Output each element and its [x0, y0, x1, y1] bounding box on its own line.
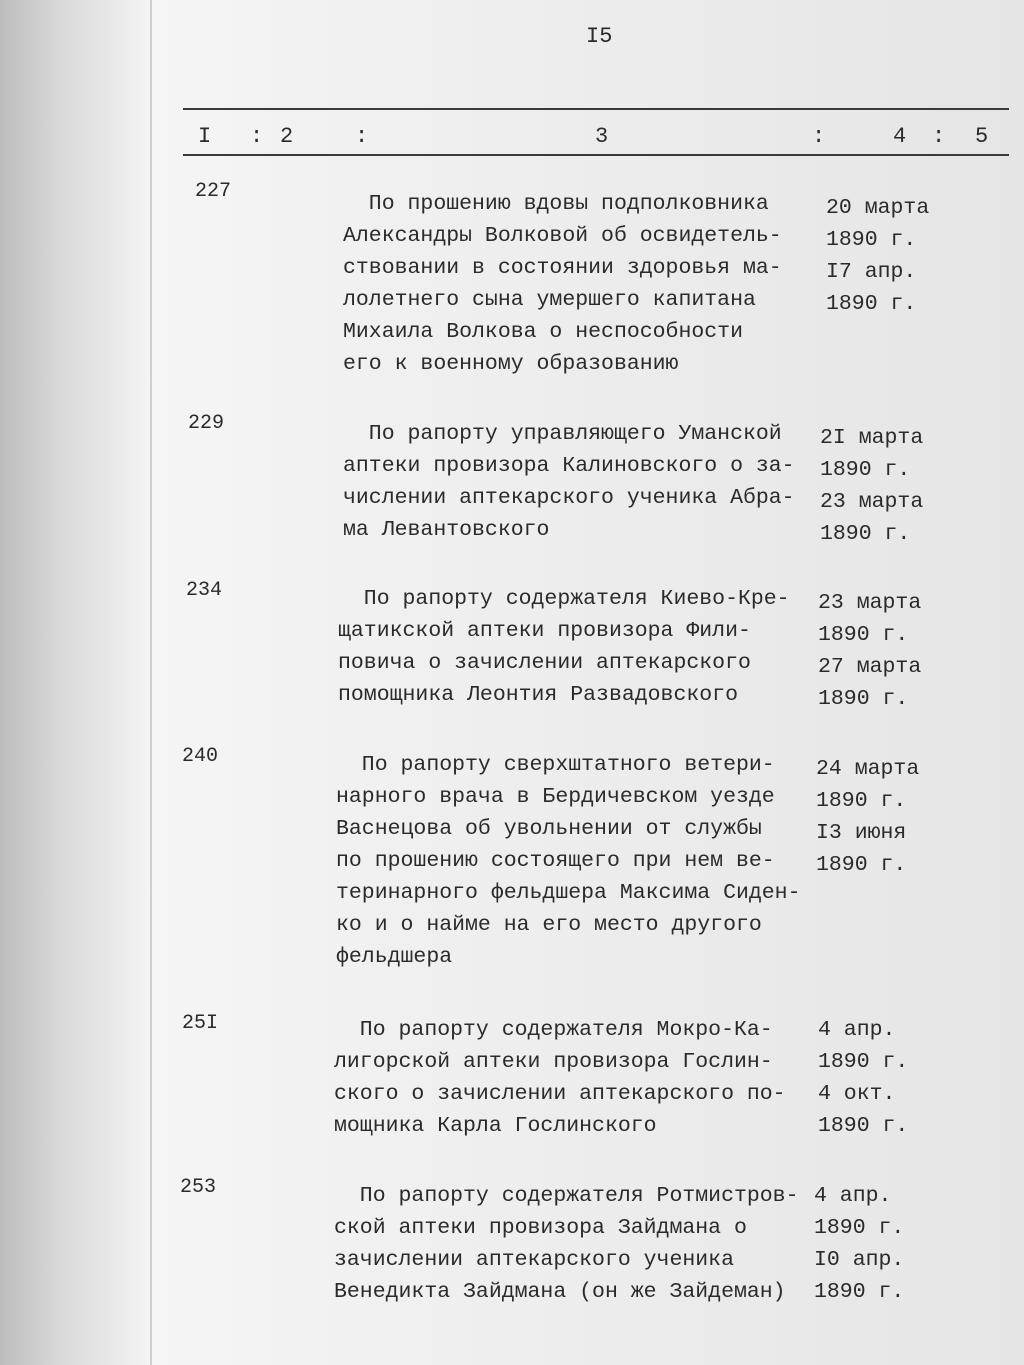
entry-number: 229	[188, 412, 225, 435]
date-end: 27 марта	[818, 655, 922, 679]
description-line: Михаила Волкова о неспособности	[343, 320, 743, 344]
date-start: 20 марта	[826, 196, 930, 220]
date-start: 4 апр.	[814, 1184, 892, 1208]
column-header-1: I	[198, 124, 212, 149]
date-end: I7 апр.	[826, 260, 917, 284]
description-line: По рапорту сверхштатного ветери-	[336, 753, 775, 777]
date-start-year: 1890 г.	[814, 1216, 905, 1240]
column-header-2: 2	[280, 124, 294, 149]
entry-dates	[818, 1014, 1018, 1142]
date-start: 24 марта	[816, 757, 920, 781]
description-line: лолетнего сына умершего капитана	[343, 288, 756, 312]
description-line: его к военному образованию	[343, 352, 679, 376]
description-line: Александры Волковой об освидетель-	[343, 224, 782, 248]
description-line: По рапорту содержателя Киево-Кре-	[338, 587, 790, 611]
description-line: аптеки провизора Калиновского о за-	[343, 454, 795, 478]
description-line: По прошению вдовы подполковника	[343, 192, 769, 216]
description-line: зачислении аптекарского ученика	[334, 1248, 734, 1272]
entry-dates	[814, 1180, 1014, 1308]
table-header-bottom-rule	[183, 154, 1009, 156]
entry-description	[334, 1180, 824, 1308]
page-edge	[150, 0, 152, 1365]
entry-description	[343, 188, 833, 380]
date-start-year: 1890 г.	[820, 458, 911, 482]
date-end-year: 1890 г.	[816, 853, 907, 877]
description-line: По рапорту управляющего Уманской	[343, 422, 782, 446]
description-line: нарного врача в Бердичевском уезде	[336, 785, 775, 809]
description-line: лигорской аптеки провизора Гослин-	[334, 1050, 773, 1074]
date-start: 23 марта	[818, 591, 922, 615]
entry-description	[336, 749, 826, 973]
description-line: ского о зачислении аптекарского по-	[334, 1082, 786, 1106]
description-line: мощника Карла Гослинского	[334, 1114, 657, 1138]
entry-number: 25I	[182, 1012, 219, 1035]
date-start-year: 1890 г.	[818, 1050, 909, 1074]
entry-description	[338, 583, 828, 711]
date-start: 4 апр.	[818, 1018, 896, 1042]
date-end-year: 1890 г.	[818, 1114, 909, 1138]
entry-dates	[818, 587, 1018, 715]
description-line: По рапорту содержателя Мокро-Ка-	[334, 1018, 773, 1042]
date-end-year: 1890 г.	[814, 1280, 905, 1304]
date-end: I0 апр.	[814, 1248, 905, 1272]
column-separator: :	[932, 124, 946, 149]
entry-dates	[826, 192, 1024, 320]
table-header-top-rule	[183, 108, 1009, 110]
column-separator: :	[355, 124, 369, 149]
column-header-5: 5	[975, 124, 989, 149]
entry-dates	[820, 422, 1020, 550]
date-start-year: 1890 г.	[818, 623, 909, 647]
date-end: 4 окт.	[818, 1082, 896, 1106]
entry-number: 240	[182, 745, 219, 768]
date-end-year: 1890 г.	[818, 687, 909, 711]
date-end-year: 1890 г.	[820, 522, 911, 546]
description-line: ко и о найме на его место другого	[336, 913, 762, 937]
description-line: По рапорту содержателя Ротмистров-	[334, 1184, 799, 1208]
description-line: Васнецова об увольнении от службы	[336, 817, 762, 841]
description-line: теринарного фельдшера Максима Сиден-	[336, 881, 801, 905]
entry-description	[343, 418, 833, 546]
column-separator: :	[812, 124, 826, 149]
date-end: I3 июня	[816, 821, 907, 845]
column-separator: :	[250, 124, 264, 149]
description-line: Венедикта Зайдмана (он же Зайдеман)	[334, 1280, 786, 1304]
date-start-year: 1890 г.	[816, 789, 907, 813]
date-end: 23 марта	[820, 490, 924, 514]
description-line: фельдшера	[336, 945, 453, 969]
description-line: ствовании в состоянии здоровья ма-	[343, 256, 782, 280]
date-end-year: 1890 г.	[826, 292, 917, 316]
description-line: числении аптекарского ученика Абра-	[343, 486, 795, 510]
entry-description	[334, 1014, 824, 1142]
description-line: помощника Леонтия Развадовского	[338, 683, 738, 707]
column-header-3: 3	[595, 124, 609, 149]
description-line: щатикской аптеки провизора Фили-	[338, 619, 751, 643]
description-line: ской аптеки провизора Зайдмана о	[334, 1216, 747, 1240]
description-line: ма Левантовского	[343, 518, 550, 542]
column-header-4: 4	[893, 124, 907, 149]
entry-number: 234	[186, 579, 223, 602]
entry-number: 253	[180, 1176, 217, 1199]
description-line: повича о зачислении аптекарского	[338, 651, 751, 675]
page-number: I5	[586, 24, 613, 49]
entry-dates	[816, 753, 1016, 881]
date-start: 2I марта	[820, 426, 924, 450]
description-line: по прошению состоящего при нем ве-	[336, 849, 775, 873]
date-start-year: 1890 г.	[826, 228, 917, 252]
entry-number: 227	[195, 180, 232, 203]
